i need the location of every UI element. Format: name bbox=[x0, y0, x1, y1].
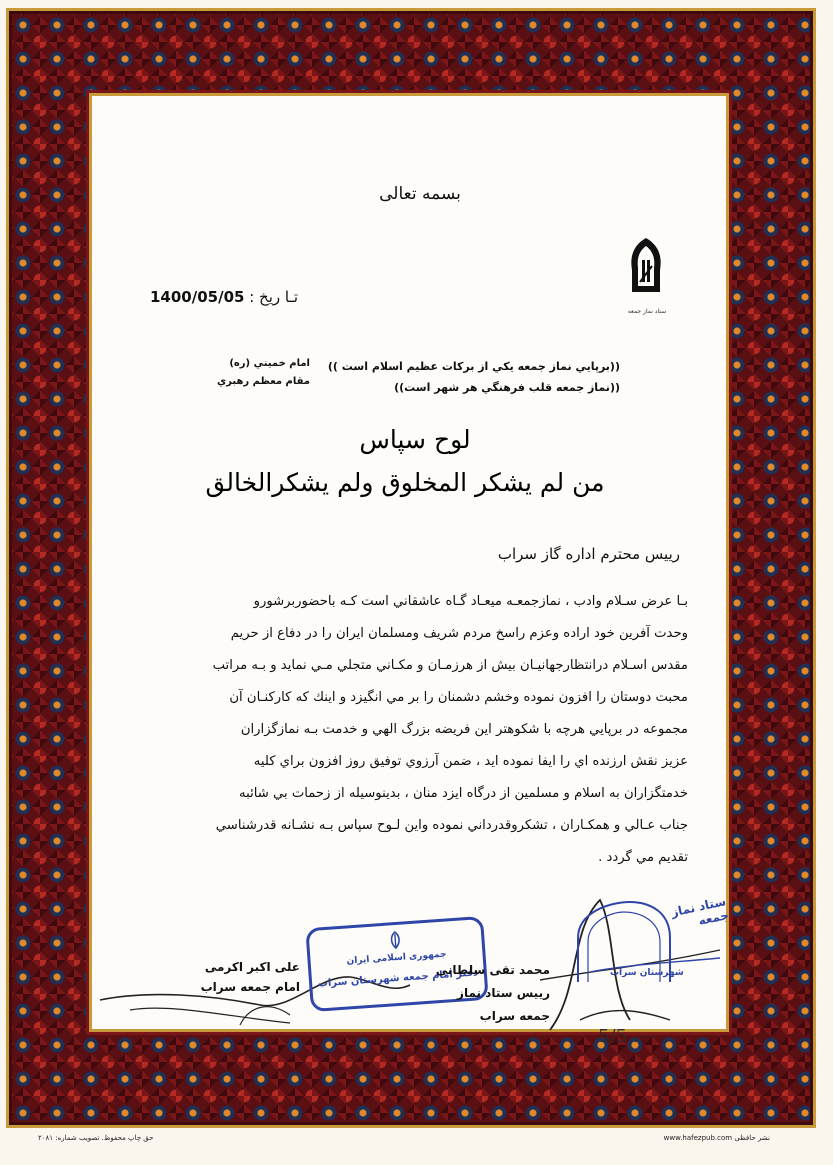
certificate-body bbox=[118, 586, 688, 874]
stamp-right-line2: شهرستان سراب bbox=[610, 968, 684, 978]
footer-copyright: حق چاپ محفوظ. تصویب شماره: ۲۰۸۱ bbox=[38, 1134, 154, 1142]
left-signer-title: امام جمعه سراب bbox=[200, 980, 300, 994]
right-signer-name: محمد تقی سلطانی bbox=[435, 963, 550, 977]
quote-author-2: مقام معظم رهبري bbox=[216, 376, 310, 387]
left-signer-name: علی اکبر اکرمی bbox=[204, 960, 300, 974]
stamp-left-line2: دفتر امام جمعه شهرستان سراب bbox=[317, 967, 479, 990]
quote-line-2: ((نماز جمعه قلب فرهنگي هر شهر است)) bbox=[394, 381, 620, 394]
date-label: تـا ریخ : bbox=[249, 288, 299, 306]
body-line: عزيز نقش ارزنده اي را ايفا نموده ايد ، ضمن آرزوي توفيق روز افزون براي كليه bbox=[253, 754, 688, 769]
footer-publisher: www.hafezpub.com نشر حافظی bbox=[663, 1134, 770, 1142]
office-stamp-right bbox=[560, 894, 731, 992]
iran-emblem-icon bbox=[387, 931, 404, 950]
stamp-right-line1: ستاد نماز جمعه bbox=[669, 894, 731, 928]
body-line: بـا عرض سـلام وادب ، نمازجمعـه ميعـاد گـاه عاشقاني است كـه باحضوربرشورو bbox=[253, 594, 688, 609]
date-value: 1400/05/05 bbox=[150, 288, 245, 306]
friday-prayer-logo-icon bbox=[628, 236, 664, 296]
handwritten-date: 5/5 ،۰۰ bbox=[598, 1026, 658, 1047]
basmala: بسمه تعالی bbox=[379, 184, 461, 204]
quote-line-1: ((برپايي نماز جمعه يكي از بركات عظيم اسلام است )) bbox=[327, 360, 620, 373]
quote-author-1: امام خميني (ره) bbox=[229, 358, 310, 369]
body-line: وحدت آفرین خود اراده وعزم راسخ مردم شريف ومسلمان ايران را در دفاع از حريم bbox=[230, 626, 688, 641]
logo-caption: ستاد نماز جمعه bbox=[627, 308, 667, 315]
body-line: جناب عـالي و همكـاران ، تشكروقدرداني نموده واين لـوح سپاس بـه نشـانه قدرشناسي bbox=[215, 818, 688, 833]
right-signer-title: رییس ستاد نماز bbox=[457, 986, 550, 1000]
certificate-subtitle: من لم يشكر المخلوق ولم يشكرالخالق bbox=[205, 468, 605, 497]
date-line bbox=[150, 288, 330, 306]
body-line: خدمتگزاران به اسلام و مسلمين از درگاه ايزد منان ، بدينوسيله از زحمات بي شائبه bbox=[239, 786, 688, 801]
stamp-left-line1: جمهوری اسلامی ایران bbox=[346, 949, 447, 967]
body-line: تقديم مي گردد . bbox=[598, 850, 688, 865]
right-signer-title-2: جمعه سراب bbox=[479, 1009, 550, 1023]
certificate-title: لوح سپاس bbox=[359, 425, 471, 454]
body-line: مجموعه در برپايي هرچه با شكوهتر اين فريضه بزرگ الهي و خدمت بـه نمازگزاران bbox=[240, 722, 688, 737]
body-line: مقدس اسـلام درانتظارجهانيـان بيش از هرزمـان و مكـاني متجلي مـي نمايد و بـه مراتب bbox=[212, 658, 688, 673]
recipient: ریيس محترم اداره گاز سراب bbox=[497, 545, 680, 563]
body-line: محبت دوستان را افزون نموده وخشم دشمنان را بر مي انگيزد و اينك كه كاركنـان آن bbox=[229, 690, 688, 705]
